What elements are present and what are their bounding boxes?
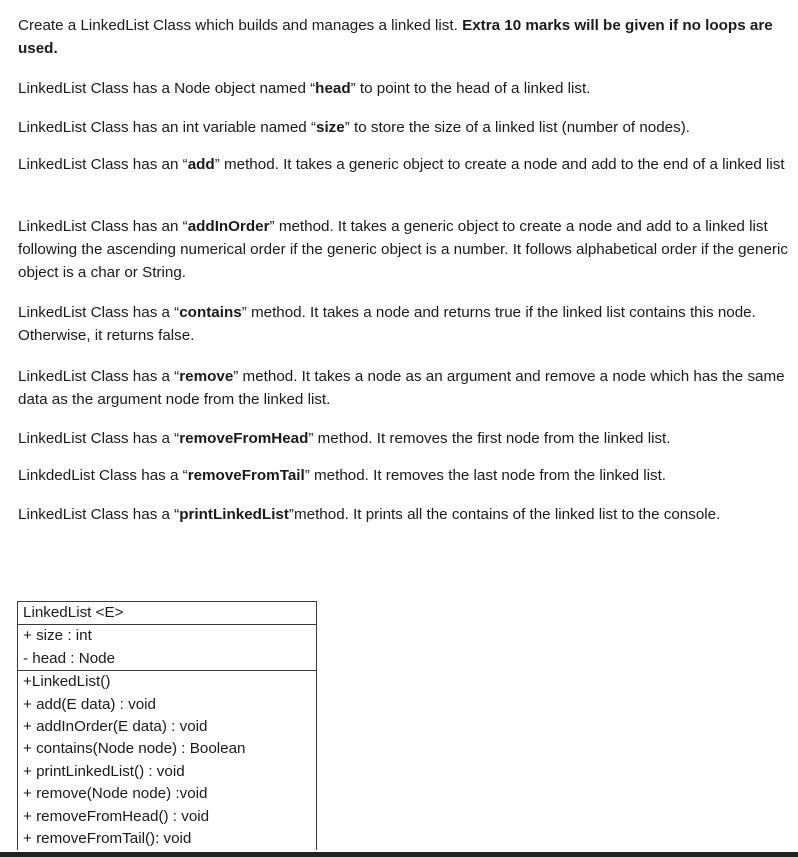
paragraph-size: LinkedList Class has an int variable named “size” to store the size of a linked list (number of nodes).: [18, 119, 690, 136]
uml-method: + add(E data) : void: [23, 695, 156, 713]
uml-class-name-section: [18, 602, 316, 625]
uml-method: + addInOrder(E data) : void: [23, 718, 208, 736]
paragraph-removefromhead: LinkedList Class has a “removeFromHead” method. It removes the first node from the linked list.: [18, 430, 671, 447]
uml-field: + size : int: [23, 627, 92, 645]
bottom-divider: [0, 852, 798, 857]
paragraph-addinorder: LinkedList Class has an “addInOrder” method. It takes a generic object to create a node and add to a linked list following the ascending numerical order if the generic object is a number. It follows alphabetical order if the generic object is a char or String.: [18, 218, 788, 281]
uml-field: - head : Node: [23, 649, 116, 667]
uml-method: + removeFromTail(): void: [23, 830, 192, 848]
paragraph-removefromtail: LinkdedList Class has a “removeFromTail” method. It removes the last node from the linked list.: [18, 467, 667, 484]
uml-method: + removeFromHead() : void: [23, 807, 210, 825]
uml-class-diagram: [17, 601, 317, 850]
uml-method: + contains(Node node) : Boolean: [23, 740, 246, 758]
uml-fields-section: [18, 625, 316, 671]
paragraph-contains: LinkedList Class has a “contains” method. It takes a node and returns true if the linked list contains this node. Otherwise, it returns false.: [18, 304, 756, 344]
uml-method: + printLinkedList() : void: [23, 762, 185, 780]
intro-text: Create a LinkedList Class which builds and manages a linked list.: [18, 17, 463, 34]
uml-methods-section: [18, 671, 316, 850]
paragraph-remove: LinkedList Class has a “remove” method. It takes a node as an argument and remove a node which has the same data as the argument node from the linked list.: [18, 368, 785, 408]
uml-method: +LinkedList(): [23, 673, 111, 691]
intro-bonus: Extra 10 marks will be given if no loops are used.: [18, 17, 773, 57]
uml-class-name: LinkedList <E>: [23, 604, 124, 621]
uml-method: + remove(Node node) :void: [23, 785, 208, 803]
paragraph-add: LinkedList Class has an “add” method. It takes a generic object to create a node and add to the end of a linked list: [18, 156, 785, 173]
intro-paragraph: [18, 14, 788, 60]
paragraph-head: LinkedList Class has a Node object named “head” to point to the head of a linked list.: [18, 80, 591, 97]
paragraph-printlinkedlist: LinkedList Class has a “printLinkedList”method. It prints all the contains of the linked list to the console.: [18, 506, 721, 523]
